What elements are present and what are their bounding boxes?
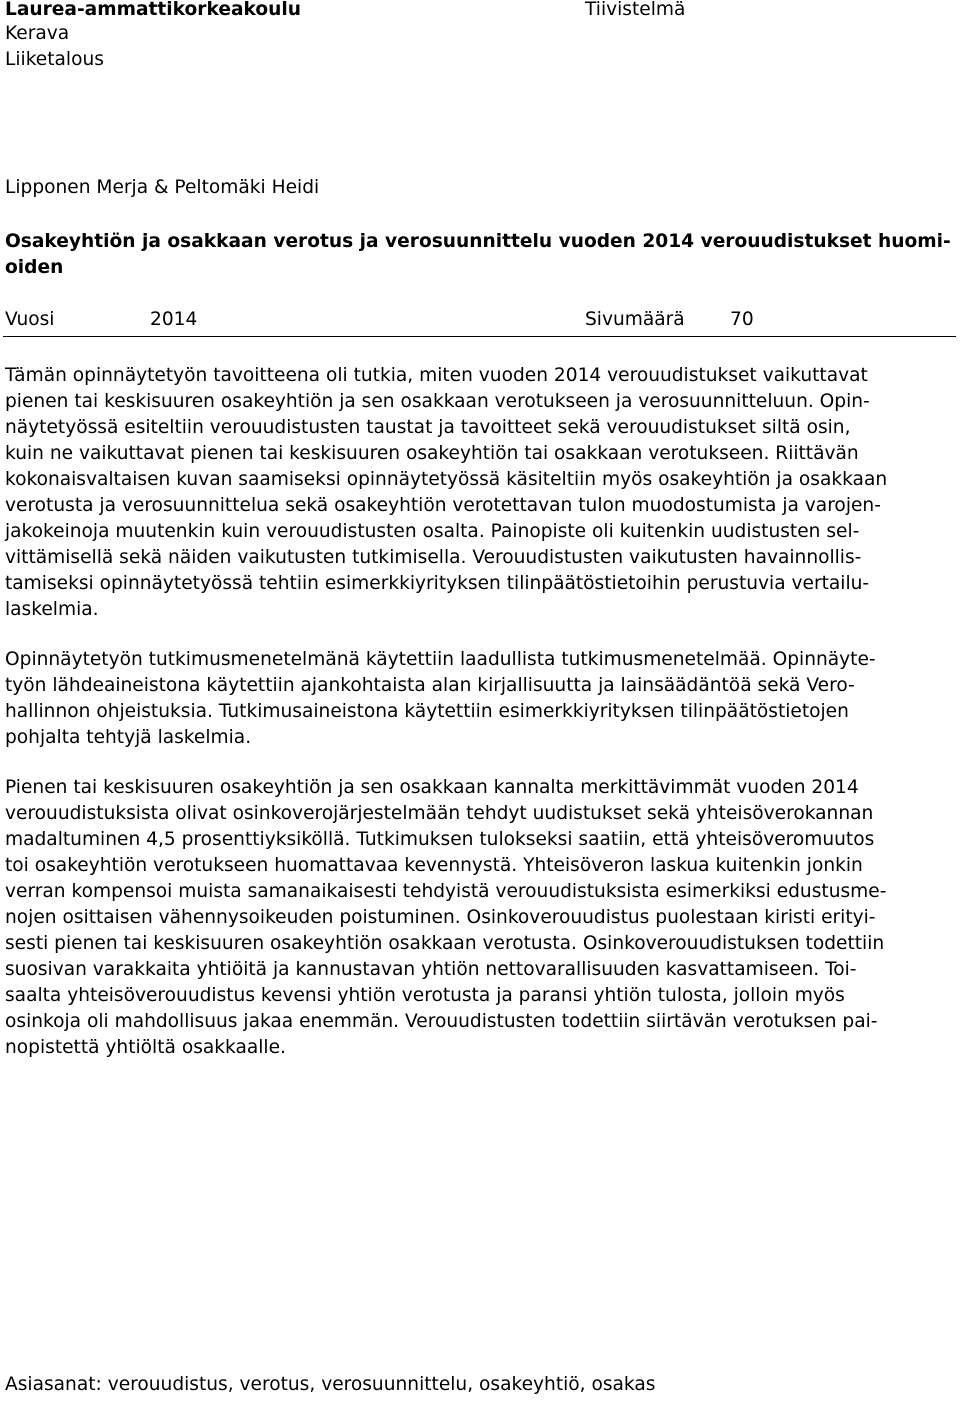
pages-value: 70 [730,309,754,330]
paragraph-line: laskelmia. [5,599,99,620]
paragraph-line: nojen osittaisen vähennysoikeuden poistuminen. Osinkoverouudistus puolestaan kiristi erityi- [5,907,876,928]
paragraph-line: vittämisellä sekä näiden vaikutusten tutkimisella. Verouudistusten vaikutusten havainnollis- [5,547,862,568]
paragraph-line: Opinnäytetyön tutkimusmenetelmänä käytettiin laadullista tutkimusmenetelmää. Opinnäyte- [5,649,876,670]
paragraph-line: sesti pienen tai keskisuuren osakeyhtiön osakkaan verotusta. Osinkoverouudistuksen todettiin [5,933,885,954]
pages-label: Sivumäärä [585,309,685,330]
header-divider [3,336,956,337]
abstract-paragraph [5,363,955,623]
paragraph-line: kokonaisvaltaisen kuvan saamiseksi opinnäytetyössä käsiteltiin myös osakeyhtiön ja osakkaan [5,469,888,490]
paragraph-line: Pienen tai keskisuuren osakeyhtiön ja sen osakkaan kannalta merkittävimmät vuoden 2014 [5,777,859,798]
paragraph-line: työn lähdeaineistona käytettiin ajankohtaista alan kirjallisuutta ja lainsäädäntöä sekä Vero- [5,675,855,696]
paragraph-line: osinkoja oli mahdollisuus jakaa enemmän. Verouudistusten todettiin siirtävän verotuksen pai- [5,1011,878,1032]
year-value: 2014 [150,309,198,330]
campus-name: Kerava [5,23,70,44]
paragraph-line: Tämän opinnäytetyön tavoitteena oli tutkia, miten vuoden 2014 verouudistukset vaikuttavat [5,365,868,386]
paragraph-line: nopistettä yhtiöltä osakkaalle. [5,1037,286,1058]
keywords: Asiasanat: verouudistus, verotus, verosuunnittelu, osakeyhtiö, osakas [5,1374,656,1395]
paragraph-line: verotusta ja verosuunnittelua sekä osakeyhtiön verotettavan tulon muodostumista ja varojen- [5,495,881,516]
thesis-title [5,229,955,281]
paragraph-line: madaltuminen 4,5 prosenttiyksiköllä. Tutkimuksen tulokseksi saatiin, että yhteisöveromuutos [5,829,875,850]
paragraph-line: verran kompensoi muista samanaikaisesti tehdyistä verouudistuksista esimerkiksi edustusme- [5,881,887,902]
paragraph-line: kuin ne vaikuttavat pienen tai keskisuuren osakeyhtiön tai osakkaan verotukseen. Riittävän [5,443,859,464]
thesis-title-line: oiden [5,257,64,278]
year-label: Vuosi [5,309,55,330]
thesis-title-line: Osakeyhtiön ja osakkaan verotus ja verosuunnittelu vuoden 2014 verouudistukset huomi- [5,231,951,252]
abstract-paragraph [5,647,955,751]
document-type: Tiivistelmä [585,0,686,20]
paragraph-line: hallinnon ohjeistuksia. Tutkimusaineistona käytettiin esimerkkiyrityksen tilinpäätöstietojen [5,701,849,722]
paragraph-line: suosivan varakkaita yhtiöitä ja kannustavan yhtiön nettovarallisuuden kasvattamiseen. Toi- [5,959,857,980]
paragraph-line: jakokeinoja muutenkin kuin verouudistusten osalta. Painopiste oli kuitenkin uudistusten sel- [5,521,860,542]
paragraph-line: pienen tai keskisuuren osakeyhtiön ja sen osakkaan verotukseen ja verosuunnitteluun. Opin- [5,391,870,412]
paragraph-line: näytetyössä esiteltiin verouudistusten taustat ja tavoitteet sekä verouudistukset siltä osin, [5,417,851,438]
paragraph-line: pohjalta tehtyjä laskelmia. [5,727,252,748]
paragraph-line: toi osakeyhtiön verotukseen huomattavaa kevennystä. Yhteisöveron laskua kuitenkin jonkin [5,855,863,876]
paragraph-line: saalta yhteisöverouudistus kevensi yhtiön verotusta ja paransi yhtiön tulosta, jolloin myös [5,985,845,1006]
department-name: Liiketalous [5,49,104,70]
paragraph-line: verouudistuksista olivat osinkoverojärjestelmään tehdyt uudistukset sekä yhteisöverokannan [5,803,874,824]
paragraph-line: tamiseksi opinnäytetyössä tehtiin esimerkkiyrityksen tilinpäätöstietoihin perustuvia vertailu- [5,573,870,594]
school-name: Laurea-ammattikorkeakoulu [5,0,301,20]
authors: Lipponen Merja & Peltomäki Heidi [5,177,320,198]
abstract-paragraph [5,775,955,1061]
